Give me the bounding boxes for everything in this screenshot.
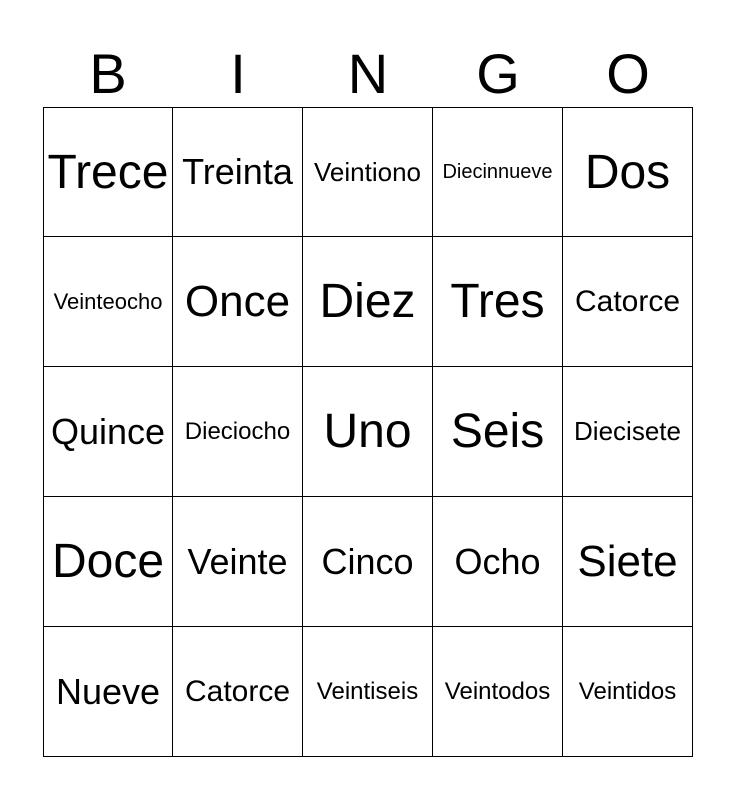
bingo-cell-r3-c4[interactable]: Seis bbox=[433, 367, 563, 497]
bingo-cell-r4-c1[interactable]: Doce bbox=[43, 497, 173, 627]
bingo-cell-r5-c5[interactable]: Veintidos bbox=[563, 627, 693, 757]
bingo-cell-r1-c3[interactable]: Veintiono bbox=[303, 107, 433, 237]
header-letter-b: B bbox=[89, 42, 127, 105]
bingo-cell-r1-c1[interactable]: Trece bbox=[43, 107, 173, 237]
bingo-header bbox=[43, 40, 693, 108]
bingo-cell-r4-c4[interactable]: Ocho bbox=[433, 497, 563, 627]
header-letter-o: O bbox=[606, 42, 650, 105]
bingo-cell-r3-c5[interactable]: Diecisete bbox=[563, 367, 693, 497]
bingo-cell-r5-c4[interactable]: Veintodos bbox=[433, 627, 563, 757]
bingo-cell-r5-c2[interactable]: Catorce bbox=[173, 627, 303, 757]
bingo-cell-r1-c5[interactable]: Dos bbox=[563, 107, 693, 237]
bingo-cell-r3-c1[interactable]: Quince bbox=[43, 367, 173, 497]
bingo-cell-r5-c3[interactable]: Veintiseis bbox=[303, 627, 433, 757]
header-letter-g: G bbox=[476, 42, 520, 105]
bingo-cell-r2-c4[interactable]: Tres bbox=[433, 237, 563, 367]
header-letter-n: N bbox=[347, 42, 389, 105]
header-letter-i: I bbox=[230, 42, 246, 105]
bingo-board bbox=[43, 107, 693, 757]
bingo-cell-r2-c5[interactable]: Catorce bbox=[563, 237, 693, 367]
bingo-cell-r3-c3[interactable]: Uno bbox=[303, 367, 433, 497]
bingo-cell-r4-c3[interactable]: Cinco bbox=[303, 497, 433, 627]
bingo-cell-r2-c2[interactable]: Once bbox=[173, 237, 303, 367]
bingo-cell-r4-c5[interactable]: Siete bbox=[563, 497, 693, 627]
bingo-cell-r3-c2[interactable]: Dieciocho bbox=[173, 367, 303, 497]
bingo-cell-r2-c1[interactable]: Veinteocho bbox=[43, 237, 173, 367]
bingo-cell-r4-c2[interactable]: Veinte bbox=[173, 497, 303, 627]
bingo-cell-r5-c1[interactable]: Nueve bbox=[43, 627, 173, 757]
bingo-cell-r1-c4[interactable]: Diecinnueve bbox=[433, 107, 563, 237]
bingo-cell-r2-c3[interactable]: Diez bbox=[303, 237, 433, 367]
bingo-cell-r1-c2[interactable]: Treinta bbox=[173, 107, 303, 237]
